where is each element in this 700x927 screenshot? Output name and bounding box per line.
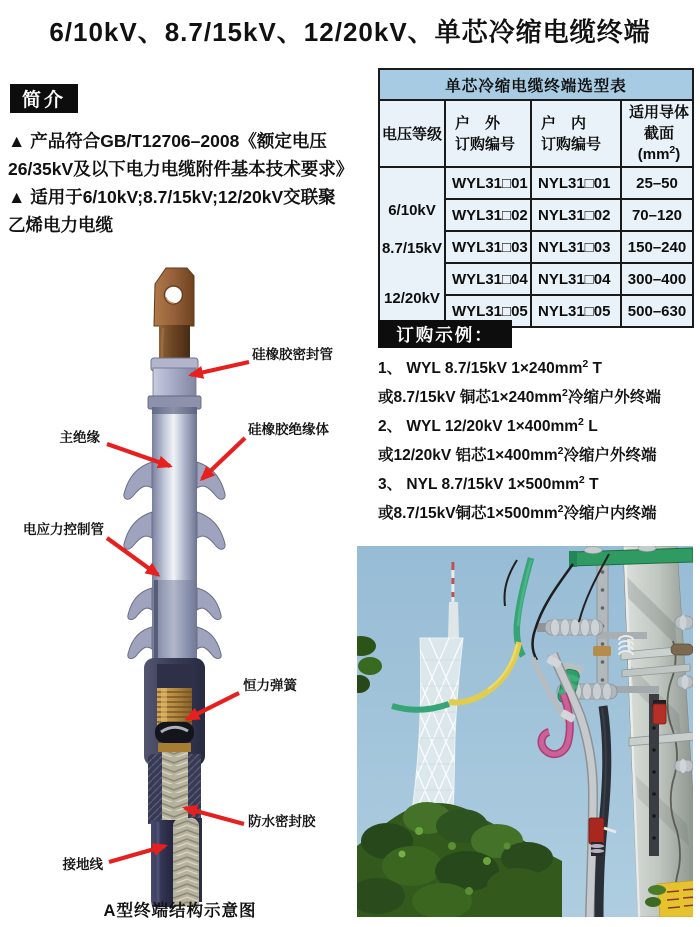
- col-header-line: ): [675, 146, 681, 163]
- conductor-section: 300–400: [621, 263, 693, 295]
- indoor-code: NYL31□02: [531, 199, 621, 231]
- col-header-voltage: 电压等级: [379, 100, 445, 167]
- sealing-collar: [148, 358, 201, 409]
- indoor-code: NYL31□01: [531, 167, 621, 199]
- col-header-line: 订购编号: [541, 135, 602, 153]
- voltage-levels-cell: [379, 167, 445, 327]
- conductor-section: 25–50: [621, 167, 693, 199]
- table-title: 单芯冷缩电缆终端选型表: [379, 69, 693, 100]
- intro-text: [8, 127, 354, 239]
- copper-lug: [154, 268, 194, 326]
- col-header-line: 截面(mm: [637, 125, 674, 163]
- order-example-line: 2、 WYL 12/20kV $1\times 400mm^2$ L: [378, 415, 598, 435]
- order-example-line: 或12/20kV 铝芯$1\times 400mm^2$冷缩户外终端: [378, 444, 657, 464]
- insulator: [584, 547, 602, 554]
- voltage-level: 6/10kV: [388, 202, 436, 219]
- outdoor-code: WYL31□03: [445, 231, 531, 263]
- col-header-line: 适用导体: [628, 104, 689, 121]
- voltage-level: 12/20kV: [384, 290, 440, 307]
- label-ground-wire: 接地线: [62, 857, 103, 872]
- spring-coil-area: [157, 688, 192, 726]
- label-sealing-tube: 硅橡胶密封管: [252, 347, 333, 362]
- outdoor-code: WYL31□04: [445, 263, 531, 295]
- conductor-section: 150–240: [621, 231, 693, 263]
- cutaway-lower-body: [144, 658, 205, 824]
- order-example-line: 或8.7/15kV 铜芯$1\times 240mm^2$冷缩户外终端: [378, 386, 661, 406]
- superscript: 2: [669, 144, 676, 156]
- conductor-section: 70–120: [621, 199, 693, 231]
- insulator: [638, 546, 656, 552]
- voltage-level: 8.7/15kV: [381, 240, 443, 257]
- col-header-outdoor: [445, 100, 531, 167]
- conductor-section: 500–630: [621, 295, 693, 327]
- leaf-sprig: [648, 885, 666, 895]
- order-example-line: 3、 NYL 8.7/15kV $1\times 500mm^2$ T: [378, 473, 599, 493]
- diagram-caption: A型终端结构示意图: [103, 902, 257, 920]
- terminal-structure-diagram: [5, 262, 355, 907]
- label-waterproof-sealant: 防水密封胶: [248, 814, 316, 829]
- col-header-line: 户 内: [541, 114, 587, 132]
- order-example-line: 1、 WYL 8.7/15kV $1\times 240mm^2$ T: [378, 357, 602, 377]
- intro-item: [8, 183, 348, 239]
- col-header-line: 户 外: [455, 114, 501, 132]
- outdoor-code: WYL31□02: [445, 199, 531, 231]
- order-examples: [378, 354, 700, 528]
- constant-force-spring: [155, 722, 194, 743]
- triangle-bullet-icon: ▲: [8, 131, 26, 151]
- col-header-indoor: [531, 100, 621, 167]
- order-examples-heading: 订购示例：: [378, 320, 512, 348]
- indoor-code: NYL31□04: [531, 263, 621, 295]
- intro-item: [8, 127, 354, 183]
- table-row: [379, 167, 693, 199]
- page-title: 6/10kV、8.7/15kV、12/20kV、单芯冷缩电缆终端: [49, 17, 651, 47]
- label-stress-control-tube: 电应力控制管: [23, 522, 104, 537]
- cable-and-ground-braid: [151, 818, 202, 907]
- installation-photo: [357, 546, 693, 917]
- col-header-conductor: [621, 100, 693, 167]
- label-constant-force-spring: 恒力弹簧: [243, 678, 297, 693]
- selection-table: [378, 68, 694, 328]
- indoor-code: NYL31□03: [531, 231, 621, 263]
- cable-terminal-illustration: [124, 268, 225, 907]
- intro-item-text: 适用于6/10kV;8.7/15kV;12/20kV交联聚乙烯电力电缆: [8, 187, 336, 235]
- intro-item-text: 产品符合GB/T12706–2008《额定电压26/35kV及以下电力电缆附件基本技术要求》: [8, 131, 354, 179]
- col-header-line: 订购编号: [455, 135, 516, 153]
- label-silicone-insulator: 硅橡胶绝缘体: [248, 422, 329, 437]
- label-main-insulation: 主绝缘: [59, 430, 100, 445]
- order-example-line: 或8.7/15kV铜芯$1\times 500mm^2$冷缩户内终端: [378, 502, 657, 522]
- intro-heading: 简介: [10, 84, 78, 113]
- indoor-code: NYL31□05: [531, 295, 621, 327]
- triangle-bullet-icon: ▲: [8, 187, 26, 207]
- outdoor-code: WYL31□05: [445, 295, 531, 327]
- leaf-sprig: [645, 897, 661, 907]
- brass-clamp: [593, 646, 611, 656]
- outdoor-code: WYL31□01: [445, 167, 531, 199]
